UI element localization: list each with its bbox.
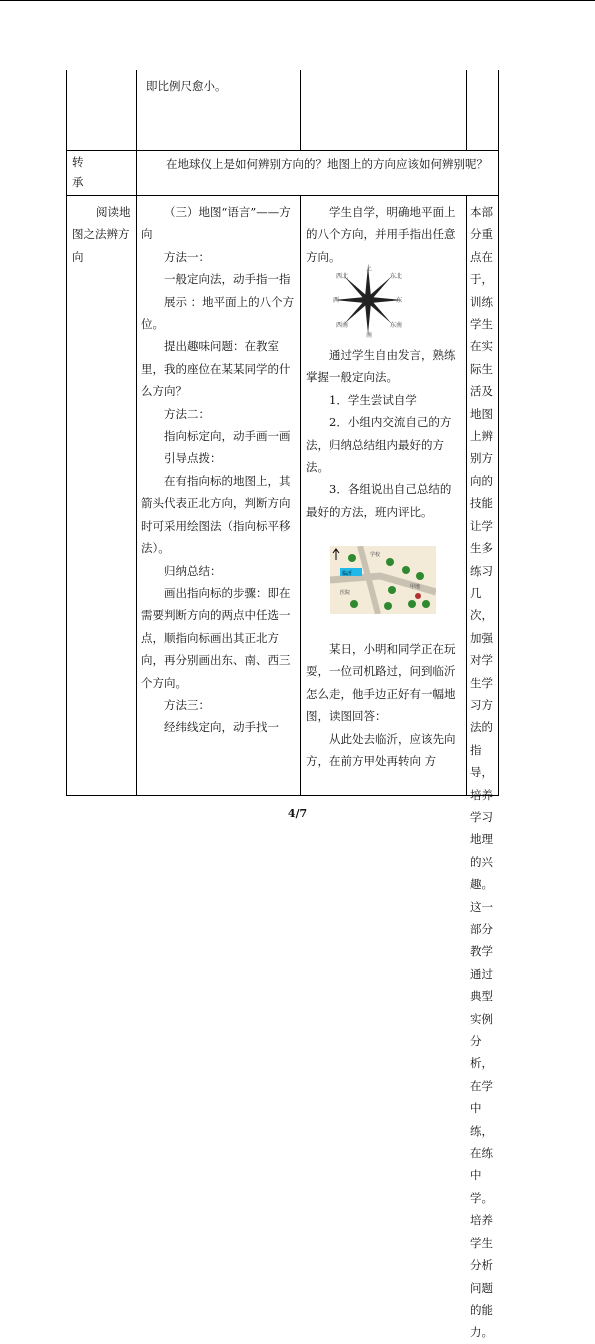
student-steps	[306, 344, 462, 523]
map-pos-label: 甲地	[410, 584, 421, 590]
student-intro: 学生自学，明确地平面上的八个方向，并用手指出任意方向。	[306, 205, 456, 264]
student-line: 3．各组说出自己总结的最好的方法，班内评比。	[306, 482, 452, 519]
transition-question: 在地球仪上是如何辨别方向的？地图上的方向应该如何辨别呢？	[166, 157, 488, 171]
transition-label: 转 承	[72, 155, 84, 189]
teacher-line: 方法二：	[164, 406, 210, 421]
teacher-line: 方法三：	[164, 697, 210, 712]
compass-e: 东	[396, 297, 403, 304]
map-school-label: 学校	[370, 552, 381, 558]
map-hosp-label: 医院	[340, 590, 351, 596]
teacher-line: 提出趣味问题：在教室里，我的座位在某某同学的什么方向？	[141, 339, 291, 399]
compass-sw: 西南	[336, 322, 349, 329]
compass-se: 东南	[390, 322, 403, 329]
teacher-line: 画出指向标的步骤：即在需要判断方向的两点中任选一点，顺指向标画出其正北方向，再分别画出东、南、西三个方向。	[141, 585, 291, 690]
compass-n: 上	[366, 265, 373, 272]
prev-row-text: 即比例尺愈小。	[146, 79, 227, 93]
design-purpose-column: 本部分重点在于，训练学生在实际生活及地图上辨别方向的技能让学生多练习几次，加强对学生学习方法的指导，培养学习地理的兴趣。这一部分教学通过典型实例分析，在学中练，在练中学。培养学生分析问题的能力。	[470, 205, 493, 1340]
teacher-line: 展示 ：地平面上的八个方位。	[141, 294, 295, 332]
student-case-line: 某日，小明和同学正在玩耍，一位司机路过，问到临沂怎么走，他手边正好有一幅地图，读图回答：	[306, 642, 456, 724]
compass-w: 西	[333, 297, 340, 304]
teacher-line: 指向标定向，动手画一画	[164, 429, 291, 444]
compass-s: 南	[366, 332, 373, 338]
student-case	[306, 638, 462, 772]
teacher-line: 引导点拨：	[164, 451, 222, 466]
student-line: 2．小组内交流自己的方法，归纳总结组内最好的方法。	[306, 415, 452, 475]
section-label: 阅读地图之法辨方向	[72, 205, 131, 264]
student-case-line: 从此处去临沂，应该先向 方，在前方甲处再转向 方	[306, 731, 456, 769]
teacher-line: 方法一：	[164, 249, 210, 264]
route-map-image	[330, 546, 436, 614]
teacher-line: 归纳总结：	[164, 563, 222, 578]
page-number: 4/7	[287, 807, 308, 820]
page-top-rule	[0, 0, 595, 1]
teacher-line: 一般定向法，动手指一指	[164, 272, 291, 287]
teacher-line: 经纬线定向，动手找一	[164, 720, 279, 735]
compass-rose-icon	[330, 262, 406, 338]
compass-nw: 西北	[336, 273, 349, 280]
map-target-label: 临沂	[342, 571, 353, 577]
teacher-line: （三）地图“语言”——方向	[141, 205, 291, 242]
teacher-activity-column	[141, 201, 295, 739]
compass-ne: 东北	[390, 273, 403, 280]
student-line: 1．学生尝试自学	[329, 392, 417, 407]
student-line: 通过学生自由发言，熟练掌握一般定向法。	[306, 348, 456, 385]
teacher-line: 在有指向标的地图上，其箭头代表正北方向，判断方向时可采用绘图法（指向标平移法）。	[141, 473, 291, 556]
